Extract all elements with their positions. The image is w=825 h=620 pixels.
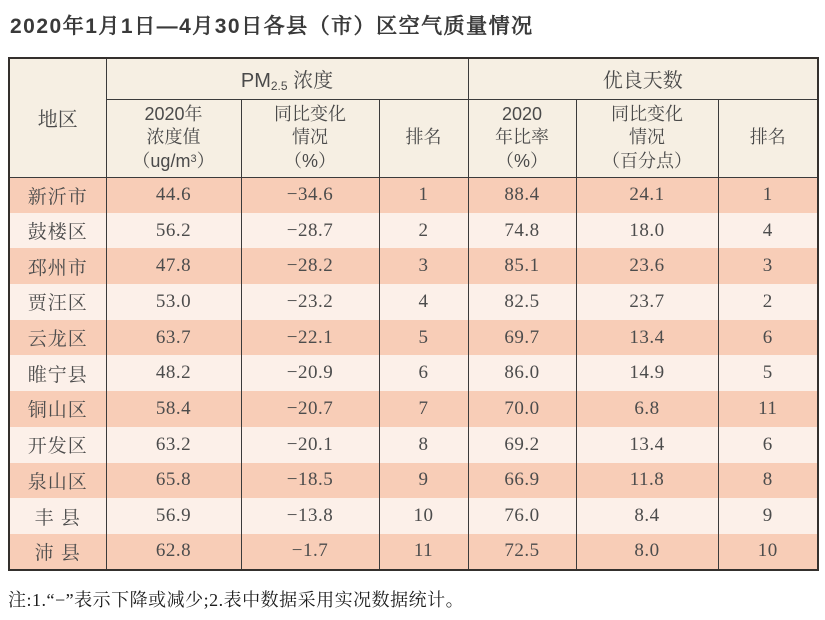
cell-region: 丰 县	[9, 498, 106, 534]
cell-good-change: 13.4	[576, 320, 718, 356]
cell-region: 贾汪区	[9, 284, 106, 320]
table-body	[9, 177, 818, 570]
header-good-ratio	[468, 99, 576, 177]
pm-suffix: 浓度	[287, 70, 334, 93]
cell-pm-change: −28.2	[241, 248, 379, 284]
cell-pm-rank: 1	[379, 177, 468, 213]
table-row	[9, 463, 818, 499]
pm-subscript: 2.5	[270, 79, 288, 94]
cell-pm-change: −20.7	[241, 391, 379, 427]
cell-good-ratio: 70.0	[468, 391, 576, 427]
cell-good-ratio: 66.9	[468, 463, 576, 499]
table-row	[9, 534, 818, 570]
cell-pm-rank: 3	[379, 248, 468, 284]
cell-good-rank: 5	[718, 355, 818, 391]
good-change-line1: 同比变化	[611, 104, 684, 125]
cell-pm-value: 56.2	[106, 213, 241, 249]
cell-good-change: 13.4	[576, 427, 718, 463]
cell-good-ratio: 72.5	[468, 534, 576, 570]
cell-region: 邳州市	[9, 248, 106, 284]
cell-pm-rank: 10	[379, 498, 468, 534]
table-row	[9, 213, 818, 249]
cell-good-ratio: 88.4	[468, 177, 576, 213]
cell-pm-rank: 4	[379, 284, 468, 320]
cell-pm-rank: 5	[379, 320, 468, 356]
cell-pm-value: 62.8	[106, 534, 241, 570]
cell-good-change: 18.0	[576, 213, 718, 249]
table-row	[9, 248, 818, 284]
cell-pm-change: −34.6	[241, 177, 379, 213]
pm-change-line1: 同比变化	[274, 104, 346, 125]
pm-value-line1: 2020年	[144, 104, 203, 125]
cell-good-change: 8.4	[576, 498, 718, 534]
cell-good-ratio: 86.0	[468, 355, 576, 391]
page-title: 2020年1月1日—4月30日各县（市）区空气质量情况	[10, 15, 534, 38]
cell-region: 睢宁县	[9, 355, 106, 391]
header-good-rank: 排名	[718, 99, 818, 177]
header-region: 地区	[9, 58, 106, 177]
cell-pm-rank: 7	[379, 391, 468, 427]
cell-region: 鼓楼区	[9, 213, 106, 249]
cell-region: 泉山区	[9, 463, 106, 499]
cell-pm-value: 47.8	[106, 248, 241, 284]
header-pm-value	[106, 99, 241, 177]
cell-good-change: 23.7	[576, 284, 718, 320]
good-ratio-line1: 2020	[501, 104, 543, 125]
cell-region: 云龙区	[9, 320, 106, 356]
cell-pm-value: 48.2	[106, 355, 241, 391]
cell-good-ratio: 69.2	[468, 427, 576, 463]
cell-good-rank: 4	[718, 213, 818, 249]
table-row	[9, 320, 818, 356]
cell-good-ratio: 82.5	[468, 284, 576, 320]
table-row	[9, 498, 818, 534]
table-row	[9, 355, 818, 391]
table-header	[9, 58, 818, 177]
cell-good-ratio: 69.7	[468, 320, 576, 356]
cell-good-rank: 11	[718, 391, 818, 427]
cell-region: 铜山区	[9, 391, 106, 427]
cell-pm-value: 53.0	[106, 284, 241, 320]
pm-value-unit-close: ）	[196, 150, 215, 171]
cell-region: 沛 县	[9, 534, 106, 570]
table-row	[9, 391, 818, 427]
cell-pm-rank: 9	[379, 463, 468, 499]
good-change-line2: 情况	[629, 127, 666, 148]
footnote: 注:1.“−”表示下降或减少;2.表中数据采用实况数据统计。	[8, 590, 465, 610]
pm-value-line2: 浓度值	[146, 127, 201, 148]
cell-pm-change: −13.8	[241, 498, 379, 534]
air-quality-table	[8, 57, 819, 571]
pm-label: PM	[240, 70, 271, 93]
cell-good-change: 14.9	[576, 355, 718, 391]
cell-good-rank: 1	[718, 177, 818, 213]
table-row	[9, 177, 818, 213]
cell-pm-value: 56.9	[106, 498, 241, 534]
cell-pm-change: −28.7	[241, 213, 379, 249]
cell-good-rank: 9	[718, 498, 818, 534]
cell-good-ratio: 85.1	[468, 248, 576, 284]
cell-good-change: 11.8	[576, 463, 718, 499]
cell-region: 开发区	[9, 427, 106, 463]
cell-good-rank: 2	[718, 284, 818, 320]
cell-good-rank: 6	[718, 427, 818, 463]
cell-pm-value: 63.7	[106, 320, 241, 356]
header-good-change	[576, 99, 718, 177]
cell-pm-change: −23.2	[241, 284, 379, 320]
pm-change-line3: （%）	[283, 150, 336, 171]
cell-pm-value: 65.8	[106, 463, 241, 499]
cell-pm-rank: 11	[379, 534, 468, 570]
cell-pm-value: 58.4	[106, 391, 241, 427]
pm-change-line2: 情况	[292, 127, 328, 148]
cell-pm-value: 44.6	[106, 177, 241, 213]
table-row	[9, 427, 818, 463]
cell-good-change: 8.0	[576, 534, 718, 570]
cell-good-ratio: 76.0	[468, 498, 576, 534]
pm-value-unit: （ug/m	[132, 150, 191, 171]
cell-region: 新沂市	[9, 177, 106, 213]
cell-pm-rank: 2	[379, 213, 468, 249]
cell-pm-value: 63.2	[106, 427, 241, 463]
good-ratio-line3: （%）	[496, 150, 549, 171]
cell-good-change: 23.6	[576, 248, 718, 284]
header-group-pm25	[106, 58, 468, 99]
cell-pm-change: −22.1	[241, 320, 379, 356]
cell-pm-change: −20.9	[241, 355, 379, 391]
cell-good-change: 6.8	[576, 391, 718, 427]
cell-good-rank: 10	[718, 534, 818, 570]
pm-value-superscript: 3	[190, 152, 197, 165]
cell-pm-change: −20.1	[241, 427, 379, 463]
cell-pm-change: −1.7	[241, 534, 379, 570]
good-ratio-line2: 年比率	[495, 127, 550, 148]
good-change-line3: （百分点）	[602, 150, 693, 171]
header-pm-change	[241, 99, 379, 177]
header-group-good-days: 优良天数	[468, 58, 818, 99]
header-pm-rank: 排名	[379, 99, 468, 177]
cell-pm-rank: 6	[379, 355, 468, 391]
cell-good-change: 24.1	[576, 177, 718, 213]
cell-pm-change: −18.5	[241, 463, 379, 499]
cell-pm-rank: 8	[379, 427, 468, 463]
cell-good-rank: 6	[718, 320, 818, 356]
cell-good-ratio: 74.8	[468, 213, 576, 249]
cell-good-rank: 3	[718, 248, 818, 284]
table-row	[9, 284, 818, 320]
cell-good-rank: 8	[718, 463, 818, 499]
